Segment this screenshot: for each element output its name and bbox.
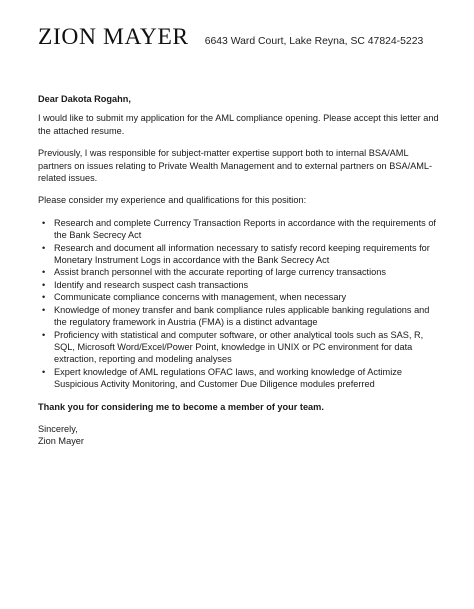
salutation: Dear Dakota Rogahn, (38, 94, 131, 104)
qualification-item: • Expert knowledge of AML regulations OFAC laws, and working knowledge of Actimize Suspicious Activity Monitoring, and Customer Due Diligence modules preferred (38, 366, 440, 391)
closing: Sincerely, (38, 423, 78, 434)
qualifications-list (38, 217, 440, 391)
qualification-item: • Knowledge of money transfer and bank compliance rules applicable banking regulations and the regulatory framework in Austria (FMA) is a distinct advantage (38, 304, 440, 329)
qualification-item: • Proficiency with statistical and computer software, or other analytical tools such as SAS, R, SQL, Microsoft Word/Excel/Power Point, knowledge in UNIX or PC environment for data extraction, reporting and modeling analyses (38, 329, 440, 366)
qualification-item: • Communicate compliance concerns with management, when necessary (38, 291, 440, 303)
qualification-item: • Research and complete Currency Transaction Reports in accordance with the requirements of the Bank Secrecy Act (38, 217, 440, 242)
qualification-item: • Assist branch personnel with the accurate reporting of large currency transactions (38, 266, 440, 278)
qualification-item: • Identify and research suspect cash transactions (38, 279, 440, 291)
qualifications-lead-in: Please consider my experience and qualifications for this position: (38, 195, 307, 206)
letter-header (38, 24, 448, 51)
applicant-address: 6643 Ward Court, Lake Reyna, SC 47824-5223 (204, 36, 424, 47)
intro-paragraph: I would like to submit my application for the AML compliance opening. Please accept this letter and the attached resume. (38, 113, 439, 136)
thank-you-line: Thank you for considering me to become a member of your team. (38, 401, 324, 412)
qualification-item: • Research and document all information necessary to satisfy record keeping requirements for Monetary Instrument Logs in accordance with the Bank Secrecy Act (38, 242, 440, 267)
applicant-name: ZION MAYER (38, 24, 189, 50)
letter-body (38, 93, 440, 448)
signature-name: Zion Mayer (38, 436, 84, 447)
experience-paragraph: Previously, I was responsible for subject-matter expertise support both to internal BSA/AML partners on issues relating to Private Wealth Management and to external partners on BSA/AML-related issues. (38, 148, 433, 184)
